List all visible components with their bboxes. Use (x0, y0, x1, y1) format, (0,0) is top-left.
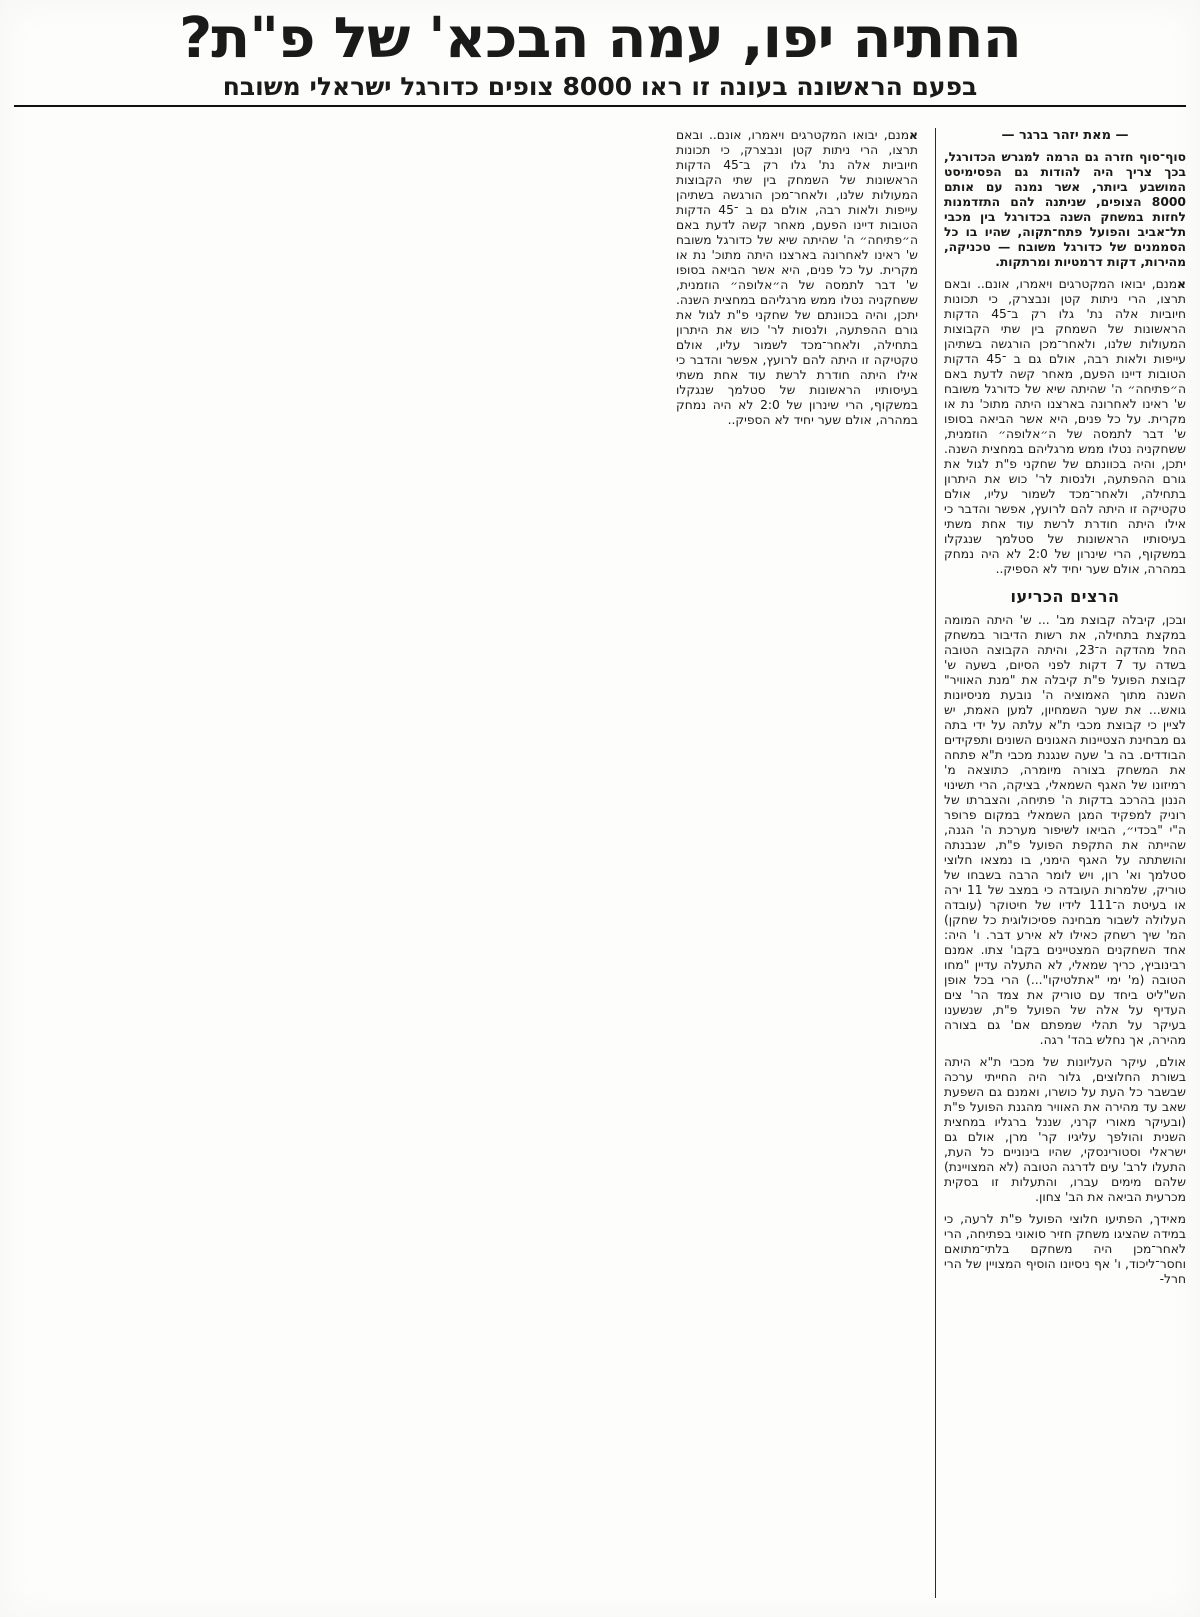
byline: — מאת יזהר ברגר — (1001, 128, 1129, 143)
column-divider (935, 128, 936, 1598)
subheadline: בפעם הראשונה בעונה זו ראו 8000 צופים כדורגל ישראלי משובח (222, 72, 978, 102)
lede-paragraph: סוף־סוף חזרה גם הרמה למגרש הכדורגל, בכך צריך היה להודות גם הפסימיסט המושבע ביותר, אשר נמנה עם אותם 8000 הצופים, שניתנה להם התזדמנות לחזות במשחק השנה בכדורגל בין מכבי תל־אביב והפועל פתח־תקוה, שהיו בו כל הסממנים של כדורגל משובח — טכניקה, מהירות, דקות דרמטיות ומרתקות. (944, 149, 1186, 269)
paragraph: אמנם, יבואו המקטרגים ויאמרו, אונם.. ובאם תרצו, הרי ניתות קטן ונבצרק, כי תכונות חיוביות אלה נת' גלו רק ב־45 הדקות הראשונות של השמחק בין שתי הקבוצות המעולות שלנו, ולאחר־מכן הורגשה בשתיהן עייפות ולאות רבה, אולם גם ב ־45 הדקות הטובות דיינו הפעם, מאחר קשה לדעת באם ה״פתיחה״ ה' שהיתה שיא של כדורגל משובח ש' ראינו לאחרונה בארצנו היתה מתוכ' נת או מקרית. על כל פנים, היא אשר הביאה בסופו ש' דבר לתמסה של ה״אלופה״ הוזמנית, ששחקניה נטלו ממש מרגליהם במחצית השנה. יתכן, והיה בכוונתם של שחקני פ"ת לגול את גורם ההפתעה, ולנסות לר' כוש את היתרון בתחילה, ולאחר־מכד לשמור עליו, אולם טקטיקה זו היתה להם לרועץ, אפשר והדבר כי אילו היתה חודרת לרשת עוד אחת משתי בעיסותיו הראשונות של סטלמך שנגקלו במשקוף, הרי שינרון של 2:0 לא היה נמחק במהרה, אולם שער יחיד לא הספיק.. (676, 128, 919, 427)
column-right (944, 128, 1186, 1598)
column-container (666, 128, 1186, 1598)
column-left (676, 128, 918, 1598)
page-title: החתיה יפו, עמה הבכא' של פ"ת? (179, 6, 1021, 71)
headline-block (14, 6, 1186, 107)
section-heading: הרצים הכריעו (1010, 586, 1120, 606)
paragraph: אולם, עיקר העליונות של מכבי ת"א היתה בשורת החלוצים, גלור היה החייתי ערכה שבשבר כל העת על כושרו, ואמנם גם השפעת שאב עד מהירה את האוויר מהגנת הפועל פ"ת (ובעיקר מאורי קרני, שננל ברגליו במחצית השנית והולפך עליגיו קר' מרן, אולם גם ישראלי וסטורינסקי, שהיו בינוניים כל העת, התעלו לרב' עים לדרגה הטובה (לא המצויינת) שלהם מימים עברו, והתעלות זו בסקית מכרעית הביאה את הב' צחון. (944, 1055, 1186, 1205)
header-divider (14, 105, 1186, 107)
paragraph: מאידך, הפתיעו חלוצי הפועל פ"ת לרעה, כי במידה שהציגו משחק חזיר סואוני בפתיחה, הרי לאחר־מכן היה משחקם בלתי־מתואם וחסר־ליכוד, ו' אף ניסיונו הוסיף המצויין של הרי חרל- (944, 1212, 1186, 1287)
article-body (14, 128, 1186, 1617)
paragraph: אמנם, יבואו המקטרגים ויאמרו, אונם.. ובאם תרצו, הרי ניתות קטן ונבצרק, כי תכונות חיוביות אלה נת' גלו רק ב־45 הדקות הראשונות של השמחק בין שתי הקבוצות המעולות שלנו, ולאחר־מכן הורגשה בשתיהן עייפות ולאות רבה, אולם גם ב ־45 הדקות הטובות דיינו הפעם, מאחר קשה לדעת באם ה״פתיחה״ ה' שהיתה שיא של כדורגל משובח ש' ראינו לאחרונה בארצנו היתה מתוכ' נת או מקרית. על כל פנים, היא אשר הביאה בסופו ש' דבר לתמסה של ה״אלופה״ הוזמנית, ששחקניה נטלו ממש מרגליהם במחצית השנה. יתכן, והיה בכוונתם של שחקני פ"ת לגול את גורם ההפתעה, ולנסות לר' כוש את היתרון בתחילה, ולאחר־מכד לשמור עליו, אולם טקטיקה זו היתה להם לרועץ, אפשר והדבר כי אילו היתה חודרת לרשת עוד אחת משתי בעיסותיו הראשונות של סטלמך שנגקלו במשקוף, הרי שינרון של 2:0 לא היה נמחק במהרה, אולם שער יחיד לא הספיק.. (944, 276, 1187, 576)
paragraph: ובכן, קיבלה קבוצת מב' ... ש' היתה המומה במקצת בתחילה, את רשות הדיבור במשחק החל מהדקה ה־23, והיתה הקבוצה הטובה בשדה עד 7 דקות לפני הסיום, בשעה ש' קבוצת הפועל פ"ת קיבלה את "מנת האוויר" השנה מתוך האמוציה ה' נובעת מניסיונות גואש... את שער השמחיון, למען האמת, יש לציין כי קבוצת מכבי ת"א עלתה על ידי בתה גם מבחינת הצטיינות האגונים השונים ותפקידים הבודדים. בה ב' שעה שנגנת מכבי ת"א פתחה את המשחק בצורה מיומרה, כתוצאה מ' רמיזונו של האגף השמאלי, בציקה, הרי תשינוי הננון בהרכב בדקות ה' פתיחה, והצברתו של רוניק למפקיד המגן השמאלי במקום פרופר ה"י "בכדי״, הביאו לשיפור מערכת ה' הגנה, שהייתה את התקפת הפועל פ"ת, שנבנתה והושתתה על האגף הימני, בו נמצאו חלוצי סטלמך וא' רון, ויש לומר הרבה בשבחו של טוריק, שלמרות העובדה כי במצב של 11 ירה או בעיטת ה־111 לידיו של חיטוקר (עובדה העלולה לשבור מבחינה פסיכולוגית כל שחקן) המ' שיך רשחק כאילו לא אירע דבר. ו' היה: אחד השחקנים המצטיינים בקבו' צתו. אמנם רבינוביץ, כריך שמאלי, לא התעלה עדיין "מחו הטובה (מ' ימי "אתלטיקו"...) הרי בכל אופן הש"ליט ביחד עם טוריק את צמד הר' צים העדיף על אלה של הפועל פ"ת, שנשענו בעיקר על תהלי שמפתם אם' גם בצורה מהירה, אך נחלש בהד' רגה. (944, 613, 1187, 1048)
